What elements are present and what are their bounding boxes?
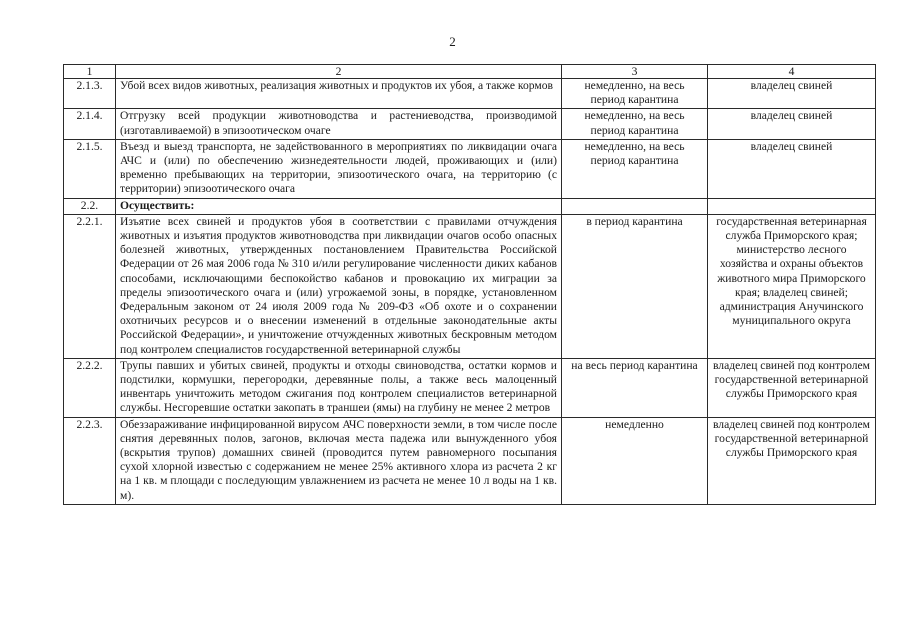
row-term: на весь период карантина — [562, 358, 708, 417]
row-number: 2.1.5. — [64, 139, 116, 198]
table-header-row — [64, 65, 876, 79]
row-responsible: владелец свиней под контролем государственной ветеринарной службы Приморского края — [708, 358, 876, 417]
row-measure-text: Трупы павших и убитых свиней, продукты и отходы свиноводства, остатки кормов и подстилки, кормушки, перегородки, деревянные полы, а также весь малоценный инвентарь уничтожить методом сжигания под контролем специалистов ветеринарной службы. Несгоревшие остатки закопать в траншеи (ямы) на глубину не менее 2 метров — [116, 358, 562, 417]
row-measure-text: Убой всех видов животных, реализация животных и продуктов их убоя, а также кормов — [116, 79, 562, 109]
row-responsible: государственная ветеринарная служба Приморского края; министерство лесного хозяйства и охраны объектов животного мира Приморского края; владелец свиней; администрация Анучинского муниципального округа — [708, 214, 876, 358]
row-responsible — [708, 198, 876, 214]
row-term: в период карантина — [562, 214, 708, 358]
section-title: Осуществить: — [116, 198, 562, 214]
column-header-2: 2 — [116, 65, 562, 79]
row-number: 2.1.4. — [64, 109, 116, 139]
row-measure-text: Въезд и выезд транспорта, не задействованного в мероприятиях по ликвидации очага АЧС и (или) по обеспечению жизнедеятельности людей, проживающих и (или) временно пребывающих на территории, эпизоотического очага, на территорию (с территории) эпизоотического очага — [116, 139, 562, 198]
table-row — [64, 79, 876, 109]
table-row — [64, 358, 876, 417]
section-row — [64, 198, 876, 214]
table-row — [64, 417, 876, 504]
page-number: 2 — [449, 34, 456, 49]
table-row — [64, 109, 876, 139]
table-row — [64, 214, 876, 358]
row-term: немедленно, на весь период карантина — [562, 109, 708, 139]
row-responsible: владелец свиней — [708, 109, 876, 139]
row-responsible: владелец свиней под контролем государственной ветеринарной службы Приморского края — [708, 417, 876, 504]
column-header-4: 4 — [708, 65, 876, 79]
row-term: немедленно — [562, 417, 708, 504]
measures-table — [63, 64, 876, 505]
row-term: немедленно, на весь период карантина — [562, 79, 708, 109]
column-header-3: 3 — [562, 65, 708, 79]
row-term — [562, 198, 708, 214]
row-measure-text: Обеззараживание инфицированной вирусом АЧС поверхности земли, в том числе после снятия деревянных полов, загонов, включая места падежа или вынужденного убоя (вскрытия трупов) домашних свиней (проводится путем равномерного посыпания сухой хлорной известью с содержанием не менее 25% активного хлора из расчета 2 кг на 1 кв. м площади с последующим увлажнением из расчета не менее 10 л воды на 1 кв. м). — [116, 417, 562, 504]
column-header-1: 1 — [64, 65, 116, 79]
row-number: 2.2.2. — [64, 358, 116, 417]
table-row — [64, 139, 876, 198]
row-number: 2.1.3. — [64, 79, 116, 109]
row-term: немедленно, на весь период карантина — [562, 139, 708, 198]
row-measure-text: Отгрузку всей продукции животноводства и растениеводства, производимой (изготавливаемой) в эпизоотическом очаге — [116, 109, 562, 139]
row-measure-text: Изъятие всех свиней и продуктов убоя в соответствии с правилами отчуждения животных и изъятия продуктов животноводства при ликвидации очагов особо опасных болезней животных, утвержденных постановлением Правительства Российской Федерации от 26 мая 2006 года № 310 и/или регулирование численности диких кабанов способами, исключающими беспокойство кабанов и провокацию их миграции за пределы эпизоотического очага и (или) угрожаемой зоны, в порядке, установленном Федеральным законом от 24 июля 2009 года № 209-ФЗ «Об охоте и о сохранении охотничьих ресурсов и о внесении изменений в отдельные законодательные акты Российской Федерации», и уничтожение отчужденных животных бескровным методом под контролем специалистов государственной ветеринарной службы — [116, 214, 562, 358]
row-number: 2.2.3. — [64, 417, 116, 504]
row-responsible: владелец свиней — [708, 79, 876, 109]
row-number: 2.2.1. — [64, 214, 116, 358]
row-responsible: владелец свиней — [708, 139, 876, 198]
section-number: 2.2. — [64, 198, 116, 214]
